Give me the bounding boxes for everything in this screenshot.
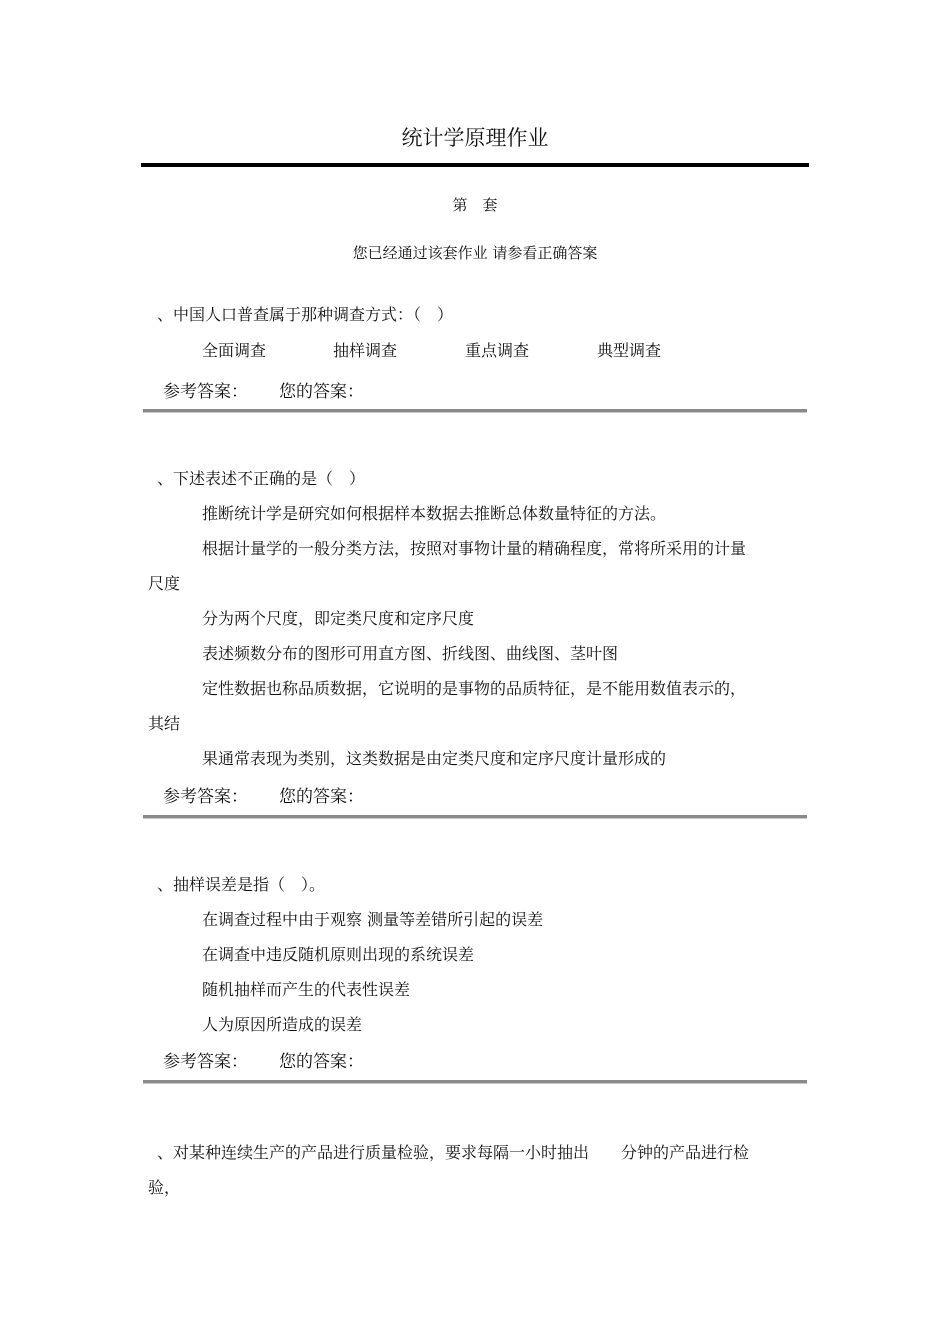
question-2-option-c[interactable]: 表述频数分布的图形可用直方图、折线图、曲线图、茎叶图 <box>202 644 619 663</box>
question-2-option-d[interactable]: 定性数据也称品质数据，它说明的是事物的品质特征，是不能用数值表示的， <box>202 679 747 698</box>
question-3-option-b[interactable]: 在调查中违反随机原则出现的系统误差 <box>202 945 475 964</box>
question-3-option-a[interactable]: 在调查过程中由于观察 测量等差错所引起的误差 <box>202 910 544 929</box>
question-2-reference-answer-label: 参考答案： <box>163 787 248 807</box>
question-4-stem: 、对某种连续生产的产品进行质量检验，要求每隔一小时抽出 分钟的产品进行检 <box>157 1143 750 1162</box>
question-2-option-b[interactable]: 根据计量学的一般分类方法，按照对事物计量的精确程度，常将所采用的计量 <box>202 539 747 558</box>
question-2-stem: 、下述表述不正确的是（ ） <box>157 469 366 488</box>
status-message: 您已经通过该套作业 请参看正确答案 <box>352 244 598 262</box>
question-3-option-d[interactable]: 人为原因所造成的误差 <box>202 1015 363 1034</box>
question-1-stem: 、中国人口普查属于那种调查方式：（ ） <box>157 305 454 324</box>
question-2-divider <box>143 815 807 819</box>
question-3-divider <box>143 1080 807 1084</box>
question-4-stem-cont: 验， <box>148 1178 181 1197</box>
question-1-option-a[interactable]: 全面调查 <box>202 341 267 360</box>
question-1-option-d[interactable]: 典型调查 <box>597 341 662 360</box>
question-1-option-b[interactable]: 抽样调查 <box>333 341 398 360</box>
question-1-your-answer-label: 您的答案： <box>279 382 364 402</box>
question-2-option-a[interactable]: 推断统计学是研究如何根据样本数据去推断总体数量特征的方法。 <box>202 504 667 523</box>
question-2-option-b-cont: 分为两个尺度，即定类尺度和定序尺度 <box>202 609 475 628</box>
question-2-option-d-cont: 果通常表现为类别，这类数据是由定类尺度和定序尺度计量形成的 <box>202 749 667 768</box>
title-rule <box>141 163 809 167</box>
question-1-divider <box>143 409 807 413</box>
question-1-reference-answer-label: 参考答案： <box>163 382 248 402</box>
question-2-option-b-wrap: 尺度 <box>148 574 181 593</box>
question-2-option-d-wrap: 其结 <box>148 714 181 733</box>
question-2-your-answer-label: 您的答案： <box>279 787 364 807</box>
question-3-reference-answer-label: 参考答案： <box>163 1052 248 1072</box>
question-1-option-c[interactable]: 重点调查 <box>465 341 530 360</box>
question-3-your-answer-label: 您的答案： <box>279 1052 364 1072</box>
question-3-option-c[interactable]: 随机抽样而产生的代表性误差 <box>202 980 411 999</box>
question-3-stem: 、抽样误差是指（ ）。 <box>157 875 326 894</box>
page-title: 统计学原理作业 <box>401 126 549 150</box>
set-label: 第 套 <box>452 196 498 214</box>
